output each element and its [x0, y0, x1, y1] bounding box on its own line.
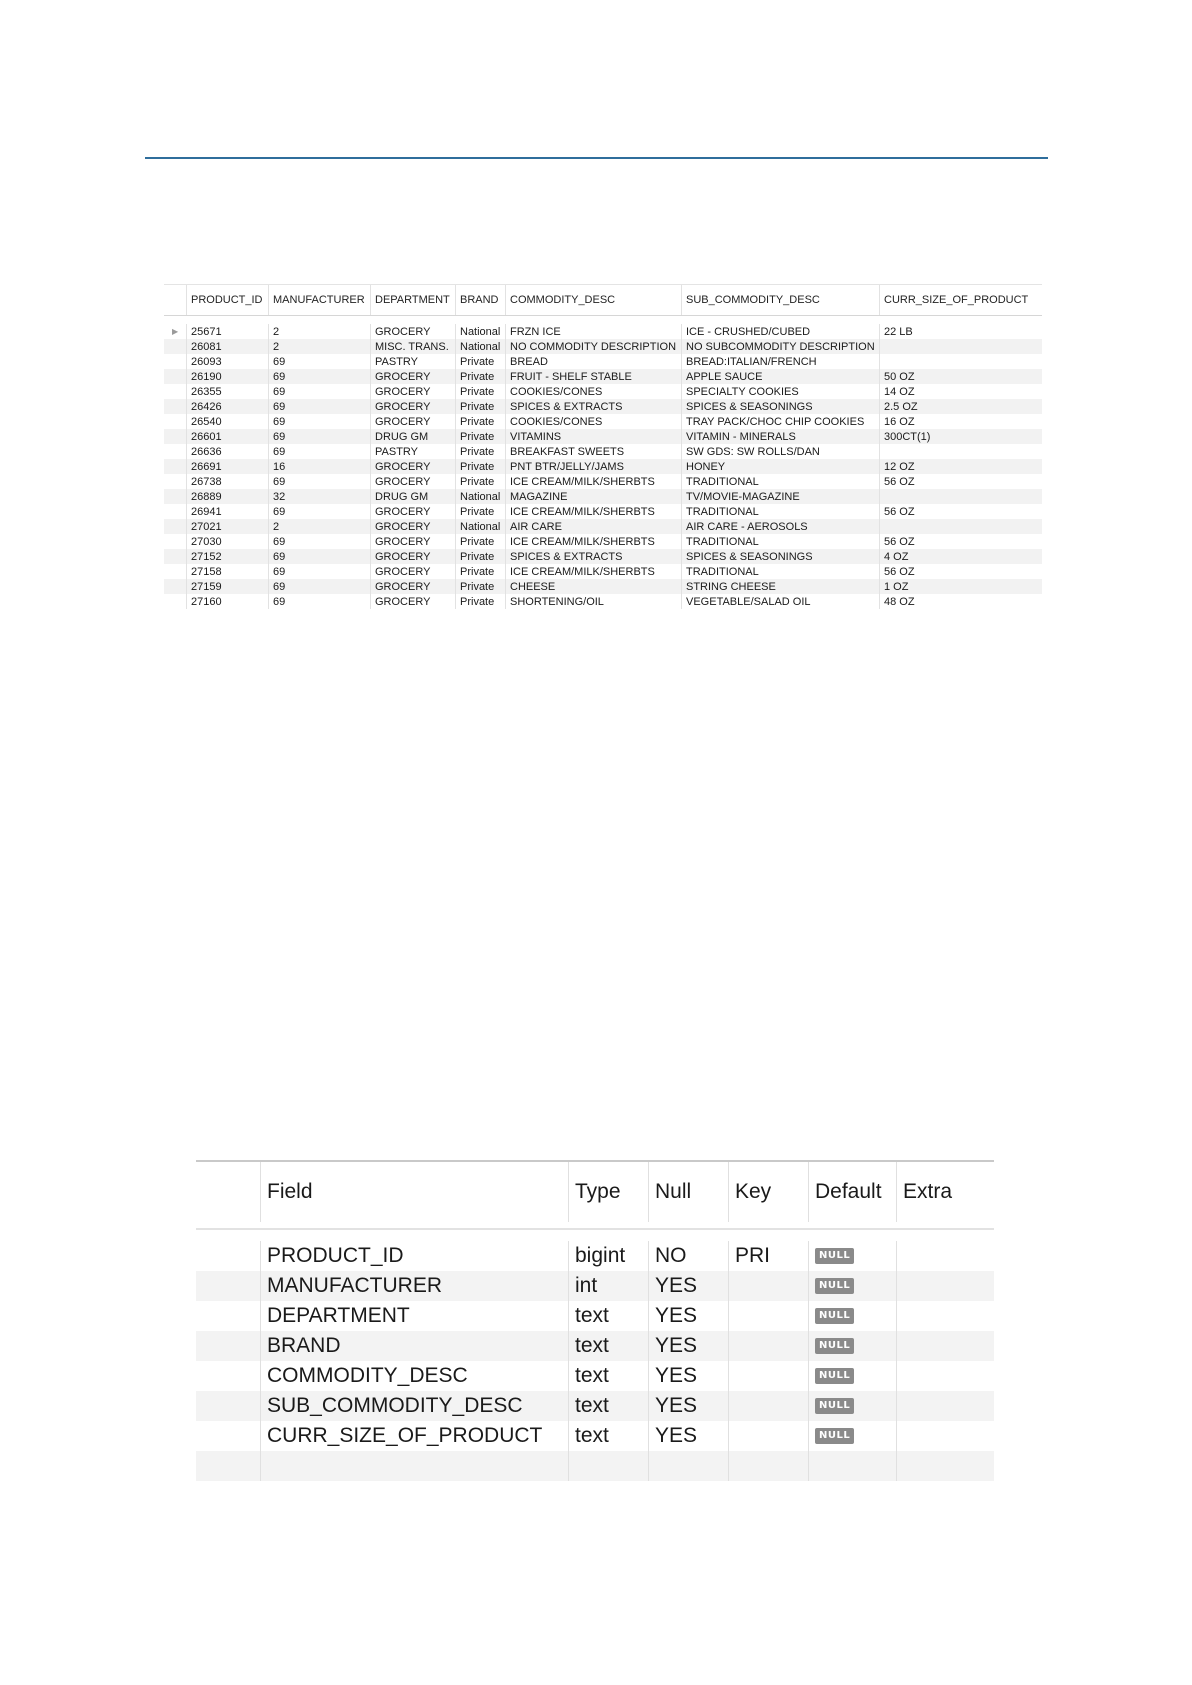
cell-curr-size-of-product[interactable] [879, 489, 1042, 504]
cell-type[interactable]: bigint [568, 1241, 648, 1271]
cell-product-id[interactable]: 27159 [186, 579, 268, 594]
cell-default[interactable] [808, 1271, 896, 1301]
cell-key[interactable]: PRI [728, 1241, 808, 1271]
row-gutter [196, 1301, 260, 1331]
schema-header-divider [196, 1228, 994, 1230]
cell-field[interactable] [260, 1451, 568, 1481]
cell-sub-commodity-desc[interactable]: TRADITIONAL [681, 564, 879, 579]
cell-key[interactable] [728, 1301, 808, 1331]
row-gutter [196, 1241, 260, 1271]
table-row[interactable] [196, 1271, 994, 1301]
cell-brand[interactable]: Private [455, 429, 505, 444]
cell-brand[interactable]: Private [455, 399, 505, 414]
cell-field[interactable]: PRODUCT_ID [260, 1241, 568, 1271]
cell-product-id[interactable]: 26093 [186, 354, 268, 369]
table-row[interactable] [164, 324, 1042, 339]
cell-extra[interactable] [896, 1451, 994, 1481]
cell-brand[interactable]: Private [455, 594, 505, 609]
row-gutter [196, 1391, 260, 1421]
null-badge: NULL [815, 1428, 854, 1444]
cell-department[interactable]: GROCERY [370, 324, 455, 339]
table-row[interactable] [196, 1391, 994, 1421]
cell-default[interactable] [808, 1421, 896, 1451]
cell-product-id[interactable]: 26540 [186, 414, 268, 429]
null-badge: NULL [815, 1308, 854, 1324]
row-gutter [196, 1331, 260, 1361]
table-row[interactable] [164, 579, 1042, 594]
table-row[interactable] [164, 384, 1042, 399]
grid-header-gutter [164, 285, 186, 315]
row-gutter [196, 1271, 260, 1301]
cell-department[interactable]: GROCERY [370, 504, 455, 519]
column-header-extra[interactable]: Extra [896, 1162, 994, 1222]
table-row[interactable] [196, 1241, 994, 1271]
cell-manufacturer[interactable]: 2 [268, 519, 370, 534]
table-row[interactable] [164, 354, 1042, 369]
cell-department[interactable]: DRUG GM [370, 489, 455, 504]
cell-manufacturer[interactable]: 69 [268, 534, 370, 549]
column-header-default[interactable]: Default [808, 1162, 896, 1222]
cell-commodity-desc[interactable]: FRZN ICE [505, 324, 681, 339]
column-header-type[interactable]: Type [568, 1162, 648, 1222]
cell-product-id[interactable]: 27158 [186, 564, 268, 579]
cell-product-id[interactable]: 26601 [186, 429, 268, 444]
cell-curr-size-of-product[interactable]: 12 OZ [879, 459, 1042, 474]
row-gutter [196, 1361, 260, 1391]
cell-default[interactable] [808, 1451, 896, 1481]
cell-department[interactable]: GROCERY [370, 594, 455, 609]
row-gutter [164, 414, 186, 429]
cell-default[interactable] [808, 1331, 896, 1361]
row-gutter [164, 504, 186, 519]
row-gutter [164, 474, 186, 489]
null-badge: NULL [815, 1338, 854, 1354]
cell-type[interactable] [568, 1451, 648, 1481]
cell-manufacturer[interactable]: 69 [268, 399, 370, 414]
cell-brand[interactable]: Private [455, 534, 505, 549]
cell-null[interactable]: NO [648, 1241, 728, 1271]
cell-curr-size-of-product[interactable] [879, 354, 1042, 369]
row-gutter [164, 354, 186, 369]
cell-sub-commodity-desc[interactable]: SPICES & SEASONINGS [681, 549, 879, 564]
cell-brand[interactable]: Private [455, 354, 505, 369]
row-gutter [196, 1421, 260, 1451]
cell-sub-commodity-desc[interactable]: AIR CARE - AEROSOLS [681, 519, 879, 534]
cell-key[interactable] [728, 1271, 808, 1301]
cell-sub-commodity-desc[interactable]: TV/MOVIE-MAGAZINE [681, 489, 879, 504]
cell-curr-size-of-product[interactable] [879, 519, 1042, 534]
row-gutter [164, 594, 186, 609]
cell-department[interactable]: GROCERY [370, 414, 455, 429]
cell-field[interactable]: COMMODITY_DESC [260, 1361, 568, 1391]
cell-commodity-desc[interactable]: BREAD [505, 354, 681, 369]
cell-curr-size-of-product[interactable]: 2.5 OZ [879, 399, 1042, 414]
cell-manufacturer[interactable]: 69 [268, 504, 370, 519]
cell-department[interactable]: GROCERY [370, 519, 455, 534]
cell-default[interactable] [808, 1301, 896, 1331]
cell-department[interactable]: GROCERY [370, 474, 455, 489]
cell-sub-commodity-desc[interactable]: TRADITIONAL [681, 504, 879, 519]
cell-null[interactable]: YES [648, 1301, 728, 1331]
cell-product-id[interactable]: 26426 [186, 399, 268, 414]
row-gutter [164, 384, 186, 399]
cell-manufacturer[interactable]: 69 [268, 384, 370, 399]
cell-brand[interactable]: Private [455, 414, 505, 429]
cell-null[interactable]: YES [648, 1331, 728, 1361]
table-row[interactable] [164, 444, 1042, 459]
table-row[interactable] [196, 1451, 994, 1481]
cell-department[interactable]: GROCERY [370, 549, 455, 564]
cell-department[interactable]: DRUG GM [370, 429, 455, 444]
table-row[interactable] [164, 594, 1042, 609]
cell-department[interactable]: PASTRY [370, 354, 455, 369]
product-result-grid [164, 284, 1042, 609]
column-header-key[interactable]: Key [728, 1162, 808, 1222]
cell-null[interactable]: YES [648, 1271, 728, 1301]
table-row[interactable] [164, 399, 1042, 414]
table-row[interactable] [164, 369, 1042, 384]
cell-commodity-desc[interactable]: MAGAZINE [505, 489, 681, 504]
null-badge: NULL [815, 1278, 854, 1294]
cell-manufacturer[interactable]: 69 [268, 429, 370, 444]
cell-sub-commodity-desc[interactable]: HONEY [681, 459, 879, 474]
cell-brand[interactable]: Private [455, 459, 505, 474]
cell-default[interactable] [808, 1361, 896, 1391]
cell-type[interactable]: text [568, 1301, 648, 1331]
cell-commodity-desc[interactable]: AIR CARE [505, 519, 681, 534]
table-row[interactable] [196, 1331, 994, 1361]
table-row[interactable] [164, 429, 1042, 444]
cell-brand[interactable]: Private [455, 579, 505, 594]
cell-sub-commodity-desc[interactable]: STRING CHEESE [681, 579, 879, 594]
cell-brand[interactable]: Private [455, 474, 505, 489]
cell-brand[interactable]: Private [455, 564, 505, 579]
schema-header-gutter [196, 1162, 260, 1222]
cell-product-id[interactable]: 26691 [186, 459, 268, 474]
cell-type[interactable]: int [568, 1271, 648, 1301]
cell-commodity-desc[interactable]: PNT BTR/JELLY/JAMS [505, 459, 681, 474]
row-gutter [164, 564, 186, 579]
column-header-brand[interactable]: BRAND [455, 285, 505, 315]
cell-sub-commodity-desc[interactable]: SW GDS: SW ROLLS/DAN [681, 444, 879, 459]
table-row[interactable] [164, 474, 1042, 489]
cell-commodity-desc[interactable]: COOKIES/CONES [505, 384, 681, 399]
cell-curr-size-of-product[interactable]: 56 OZ [879, 504, 1042, 519]
cell-brand[interactable]: Private [455, 549, 505, 564]
cell-sub-commodity-desc[interactable]: ICE - CRUSHED/CUBED [681, 324, 879, 339]
column-header-manufacturer[interactable]: MANUFACTURER [268, 285, 370, 315]
cell-curr-size-of-product[interactable] [879, 339, 1042, 354]
cell-manufacturer[interactable]: 69 [268, 354, 370, 369]
cell-brand[interactable]: Private [455, 444, 505, 459]
grid-body [164, 324, 1042, 609]
row-gutter [164, 579, 186, 594]
cell-sub-commodity-desc[interactable]: NO SUBCOMMODITY DESCRIPTION [681, 339, 879, 354]
cell-product-id[interactable]: 27160 [186, 594, 268, 609]
cell-null[interactable]: YES [648, 1421, 728, 1451]
row-gutter [164, 444, 186, 459]
column-header-curr-size-of-product[interactable]: CURR_SIZE_OF_PRODUCT [879, 285, 1042, 315]
table-row[interactable] [164, 339, 1042, 354]
schema-table [196, 1160, 994, 1481]
cell-sub-commodity-desc[interactable]: APPLE SAUCE [681, 369, 879, 384]
cell-commodity-desc[interactable]: COOKIES/CONES [505, 414, 681, 429]
cell-null[interactable] [648, 1451, 728, 1481]
cell-extra[interactable] [896, 1271, 994, 1301]
cell-product-id[interactable]: 27152 [186, 549, 268, 564]
table-row[interactable] [164, 549, 1042, 564]
cell-sub-commodity-desc[interactable]: TRADITIONAL [681, 474, 879, 489]
row-gutter [164, 339, 186, 354]
table-row[interactable] [196, 1301, 994, 1331]
cell-product-id[interactable]: 27021 [186, 519, 268, 534]
cell-brand[interactable]: Private [455, 369, 505, 384]
cell-department[interactable]: GROCERY [370, 369, 455, 384]
cell-null[interactable]: YES [648, 1361, 728, 1391]
cell-commodity-desc[interactable]: ICE CREAM/MILK/SHERBTS [505, 564, 681, 579]
cell-manufacturer[interactable]: 69 [268, 564, 370, 579]
cell-extra[interactable] [896, 1331, 994, 1361]
table-row[interactable] [164, 564, 1042, 579]
cell-department[interactable]: GROCERY [370, 399, 455, 414]
cell-curr-size-of-product[interactable]: 1 OZ [879, 579, 1042, 594]
table-row[interactable] [164, 414, 1042, 429]
cell-manufacturer[interactable]: 69 [268, 594, 370, 609]
cell-brand[interactable]: National [455, 489, 505, 504]
table-row[interactable] [164, 519, 1042, 534]
cell-product-id[interactable]: 27030 [186, 534, 268, 549]
grid-header-row [164, 284, 1042, 316]
cell-sub-commodity-desc[interactable]: TRADITIONAL [681, 534, 879, 549]
row-gutter [164, 534, 186, 549]
table-row[interactable] [164, 504, 1042, 519]
row-gutter [164, 429, 186, 444]
cell-field[interactable]: BRAND [260, 1331, 568, 1361]
column-header-department[interactable]: DEPARTMENT [370, 285, 455, 315]
cell-product-id[interactable]: 26636 [186, 444, 268, 459]
cell-product-id[interactable]: 25671 [186, 324, 268, 339]
cell-sub-commodity-desc[interactable]: VEGETABLE/SALAD OIL [681, 594, 879, 609]
cell-manufacturer[interactable]: 69 [268, 474, 370, 489]
null-badge: NULL [815, 1398, 854, 1414]
cell-commodity-desc[interactable]: ICE CREAM/MILK/SHERBTS [505, 534, 681, 549]
cell-curr-size-of-product[interactable]: 4 OZ [879, 549, 1042, 564]
cell-commodity-desc[interactable]: SHORTENING/OIL [505, 594, 681, 609]
cell-extra[interactable] [896, 1241, 994, 1271]
cell-commodity-desc[interactable]: NO COMMODITY DESCRIPTION [505, 339, 681, 354]
cell-manufacturer[interactable]: 16 [268, 459, 370, 474]
cell-department[interactable]: PASTRY [370, 444, 455, 459]
cell-key[interactable] [728, 1391, 808, 1421]
cell-sub-commodity-desc[interactable]: TRAY PACK/CHOC CHIP COOKIES [681, 414, 879, 429]
cell-field[interactable]: DEPARTMENT [260, 1301, 568, 1331]
cell-key[interactable] [728, 1361, 808, 1391]
cell-manufacturer[interactable]: 69 [268, 414, 370, 429]
cell-product-id[interactable]: 26190 [186, 369, 268, 384]
cell-curr-size-of-product[interactable]: 300CT(1) [879, 429, 1042, 444]
cell-sub-commodity-desc[interactable]: VITAMIN - MINERALS [681, 429, 879, 444]
section-divider [145, 157, 1048, 159]
table-row[interactable] [164, 489, 1042, 504]
cell-brand[interactable]: National [455, 519, 505, 534]
cell-manufacturer[interactable]: 2 [268, 339, 370, 354]
cell-extra[interactable] [896, 1361, 994, 1391]
cell-default[interactable] [808, 1241, 896, 1271]
cell-curr-size-of-product[interactable]: 56 OZ [879, 564, 1042, 579]
cell-product-id[interactable]: 26941 [186, 504, 268, 519]
cell-commodity-desc[interactable]: CHEESE [505, 579, 681, 594]
cell-type[interactable]: text [568, 1361, 648, 1391]
cell-manufacturer[interactable]: 69 [268, 369, 370, 384]
cell-key[interactable] [728, 1451, 808, 1481]
cell-commodity-desc[interactable]: BREAKFAST SWEETS [505, 444, 681, 459]
cell-department[interactable]: GROCERY [370, 384, 455, 399]
column-header-commodity-desc[interactable]: COMMODITY_DESC [505, 285, 681, 315]
cell-commodity-desc[interactable]: SPICES & EXTRACTS [505, 399, 681, 414]
cell-brand[interactable]: National [455, 339, 505, 354]
cell-field[interactable]: CURR_SIZE_OF_PRODUCT [260, 1421, 568, 1451]
cell-department[interactable]: GROCERY [370, 579, 455, 594]
cell-manufacturer[interactable]: 32 [268, 489, 370, 504]
cell-null[interactable]: YES [648, 1391, 728, 1421]
cell-curr-size-of-product[interactable]: 14 OZ [879, 384, 1042, 399]
row-gutter [164, 489, 186, 504]
cell-curr-size-of-product[interactable]: 50 OZ [879, 369, 1042, 384]
cell-commodity-desc[interactable]: ICE CREAM/MILK/SHERBTS [505, 474, 681, 489]
null-badge: NULL [815, 1368, 854, 1384]
cell-department[interactable]: GROCERY [370, 564, 455, 579]
cell-brand[interactable]: National [455, 324, 505, 339]
cell-extra[interactable] [896, 1421, 994, 1451]
table-row[interactable] [164, 459, 1042, 474]
cell-brand[interactable]: Private [455, 384, 505, 399]
cell-type[interactable]: text [568, 1331, 648, 1361]
cell-key[interactable] [728, 1421, 808, 1451]
cell-curr-size-of-product[interactable]: 56 OZ [879, 474, 1042, 489]
cell-sub-commodity-desc[interactable]: SPECIALTY COOKIES [681, 384, 879, 399]
column-header-field[interactable]: Field [260, 1162, 568, 1222]
row-gutter [196, 1451, 260, 1481]
schema-body [196, 1241, 994, 1481]
cell-commodity-desc[interactable]: SPICES & EXTRACTS [505, 549, 681, 564]
cell-type[interactable]: text [568, 1391, 648, 1421]
cell-curr-size-of-product[interactable]: 56 OZ [879, 534, 1042, 549]
cell-manufacturer[interactable]: 69 [268, 444, 370, 459]
table-row[interactable] [196, 1361, 994, 1391]
cell-commodity-desc[interactable]: FRUIT - SHELF STABLE [505, 369, 681, 384]
current-row-marker-icon: ▶ [172, 327, 179, 336]
cell-type[interactable]: text [568, 1421, 648, 1451]
null-badge: NULL [815, 1248, 854, 1264]
row-gutter [164, 369, 186, 384]
cell-key[interactable] [728, 1331, 808, 1361]
cell-curr-size-of-product[interactable]: 22 LB [879, 324, 1042, 339]
cell-product-id[interactable]: 26738 [186, 474, 268, 489]
cell-extra[interactable] [896, 1301, 994, 1331]
cell-manufacturer[interactable]: 69 [268, 549, 370, 564]
cell-product-id[interactable]: 26889 [186, 489, 268, 504]
cell-curr-size-of-product[interactable]: 48 OZ [879, 594, 1042, 609]
cell-curr-size-of-product[interactable]: 16 OZ [879, 414, 1042, 429]
cell-manufacturer[interactable]: 69 [268, 579, 370, 594]
table-row[interactable] [196, 1421, 994, 1451]
column-header-null[interactable]: Null [648, 1162, 728, 1222]
cell-extra[interactable] [896, 1391, 994, 1421]
cell-brand[interactable]: Private [455, 504, 505, 519]
row-gutter [164, 519, 186, 534]
cell-curr-size-of-product[interactable] [879, 444, 1042, 459]
cell-default[interactable] [808, 1391, 896, 1421]
cell-field[interactable]: SUB_COMMODITY_DESC [260, 1391, 568, 1421]
schema-header-row [196, 1160, 994, 1222]
cell-commodity-desc[interactable]: VITAMINS [505, 429, 681, 444]
column-header-product-id[interactable]: PRODUCT_ID [186, 285, 268, 315]
row-gutter [164, 399, 186, 414]
cell-commodity-desc[interactable]: ICE CREAM/MILK/SHERBTS [505, 504, 681, 519]
cell-manufacturer[interactable]: 2 [268, 324, 370, 339]
cell-sub-commodity-desc[interactable]: SPICES & SEASONINGS [681, 399, 879, 414]
cell-department[interactable]: GROCERY [370, 459, 455, 474]
cell-sub-commodity-desc[interactable]: BREAD:ITALIAN/FRENCH [681, 354, 879, 369]
cell-department[interactable]: MISC. TRANS. [370, 339, 455, 354]
cell-product-id[interactable]: 26355 [186, 384, 268, 399]
cell-product-id[interactable]: 26081 [186, 339, 268, 354]
row-gutter [164, 549, 186, 564]
row-gutter [164, 459, 186, 474]
table-row[interactable] [164, 534, 1042, 549]
cell-department[interactable]: GROCERY [370, 534, 455, 549]
column-header-sub-commodity-desc[interactable]: SUB_COMMODITY_DESC [681, 285, 879, 315]
cell-field[interactable]: MANUFACTURER [260, 1271, 568, 1301]
